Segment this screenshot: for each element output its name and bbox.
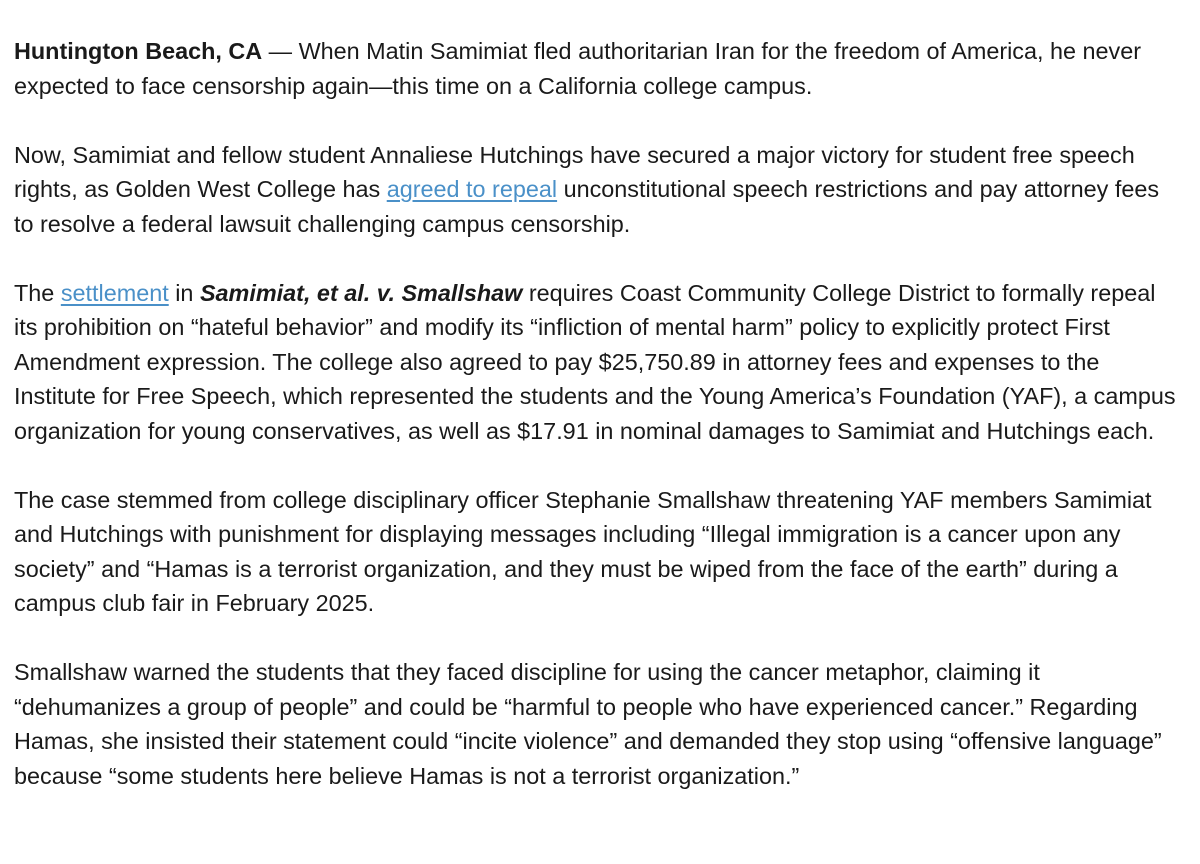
settlement-text-after: requires Coast Community College District to formally repeal its prohibition on “hateful behavior” and modify its “infliction of mental harm” policy to explicitly protect First Amendment expression. The college also agreed to pay $25,750.89 in attorney fees and expenses to the Institute for Free Speech, which represented the students and the Young America’s Foundation (YAF), a campus organization for young conservatives, as well as $17.91 in nominal damages to Samimiat and Hutchings each. bbox=[14, 279, 1176, 444]
paragraph-victory bbox=[14, 138, 1180, 242]
case-name: Samimiat, et al. v. Smallshaw bbox=[199, 279, 523, 306]
dateline: Huntington Beach, CA bbox=[14, 38, 263, 64]
settlement-text-in: in bbox=[168, 279, 200, 306]
paragraph-case-background bbox=[14, 483, 1180, 621]
warning-text: Smallshaw warned the students that they faced discipline for using the cancer metaphor, claiming it “dehumanizes a group of people” and could be “harmful to people who have experienced cancer.” Regarding Hamas, she insisted their statement could “incite violence” and demanded they stop using “offensive language” because “some students here believe Hamas is not a terrorist organization.” bbox=[14, 659, 1162, 789]
victory-text-before: Now, Samimiat and fellow student Annaliese Hutchings have secured a major victory for student free speech rights, as Golden West College has bbox=[14, 141, 1135, 202]
agreed-to-repeal-link[interactable]: agreed to repeal bbox=[386, 176, 558, 202]
settlement-text-start: The bbox=[14, 279, 61, 306]
settlement-link[interactable]: settlement bbox=[60, 279, 169, 306]
case-background-text: The case stemmed from college disciplinary officer Stephanie Smallshaw threatening YAF members Samimiat and Hutchings with punishment for displaying messages including “Illegal immigration is a cancer upon any society” and “Hamas is a terrorist organization, and they must be wiped from the face of the earth” during a campus club fair in February 2025. bbox=[14, 486, 1152, 616]
intro-text: — When Matin Samimiat fled authoritarian Iran for the freedom of America, he never expected to face censorship again—this time on a California college campus. bbox=[14, 38, 1142, 99]
paragraph-intro bbox=[14, 34, 1180, 103]
victory-text-after: unconstitutional speech restrictions and pay attorney fees to resolve a federal lawsuit challenging campus censorship. bbox=[14, 176, 1160, 237]
paragraph-warning bbox=[14, 655, 1180, 793]
paragraph-settlement bbox=[14, 276, 1180, 449]
